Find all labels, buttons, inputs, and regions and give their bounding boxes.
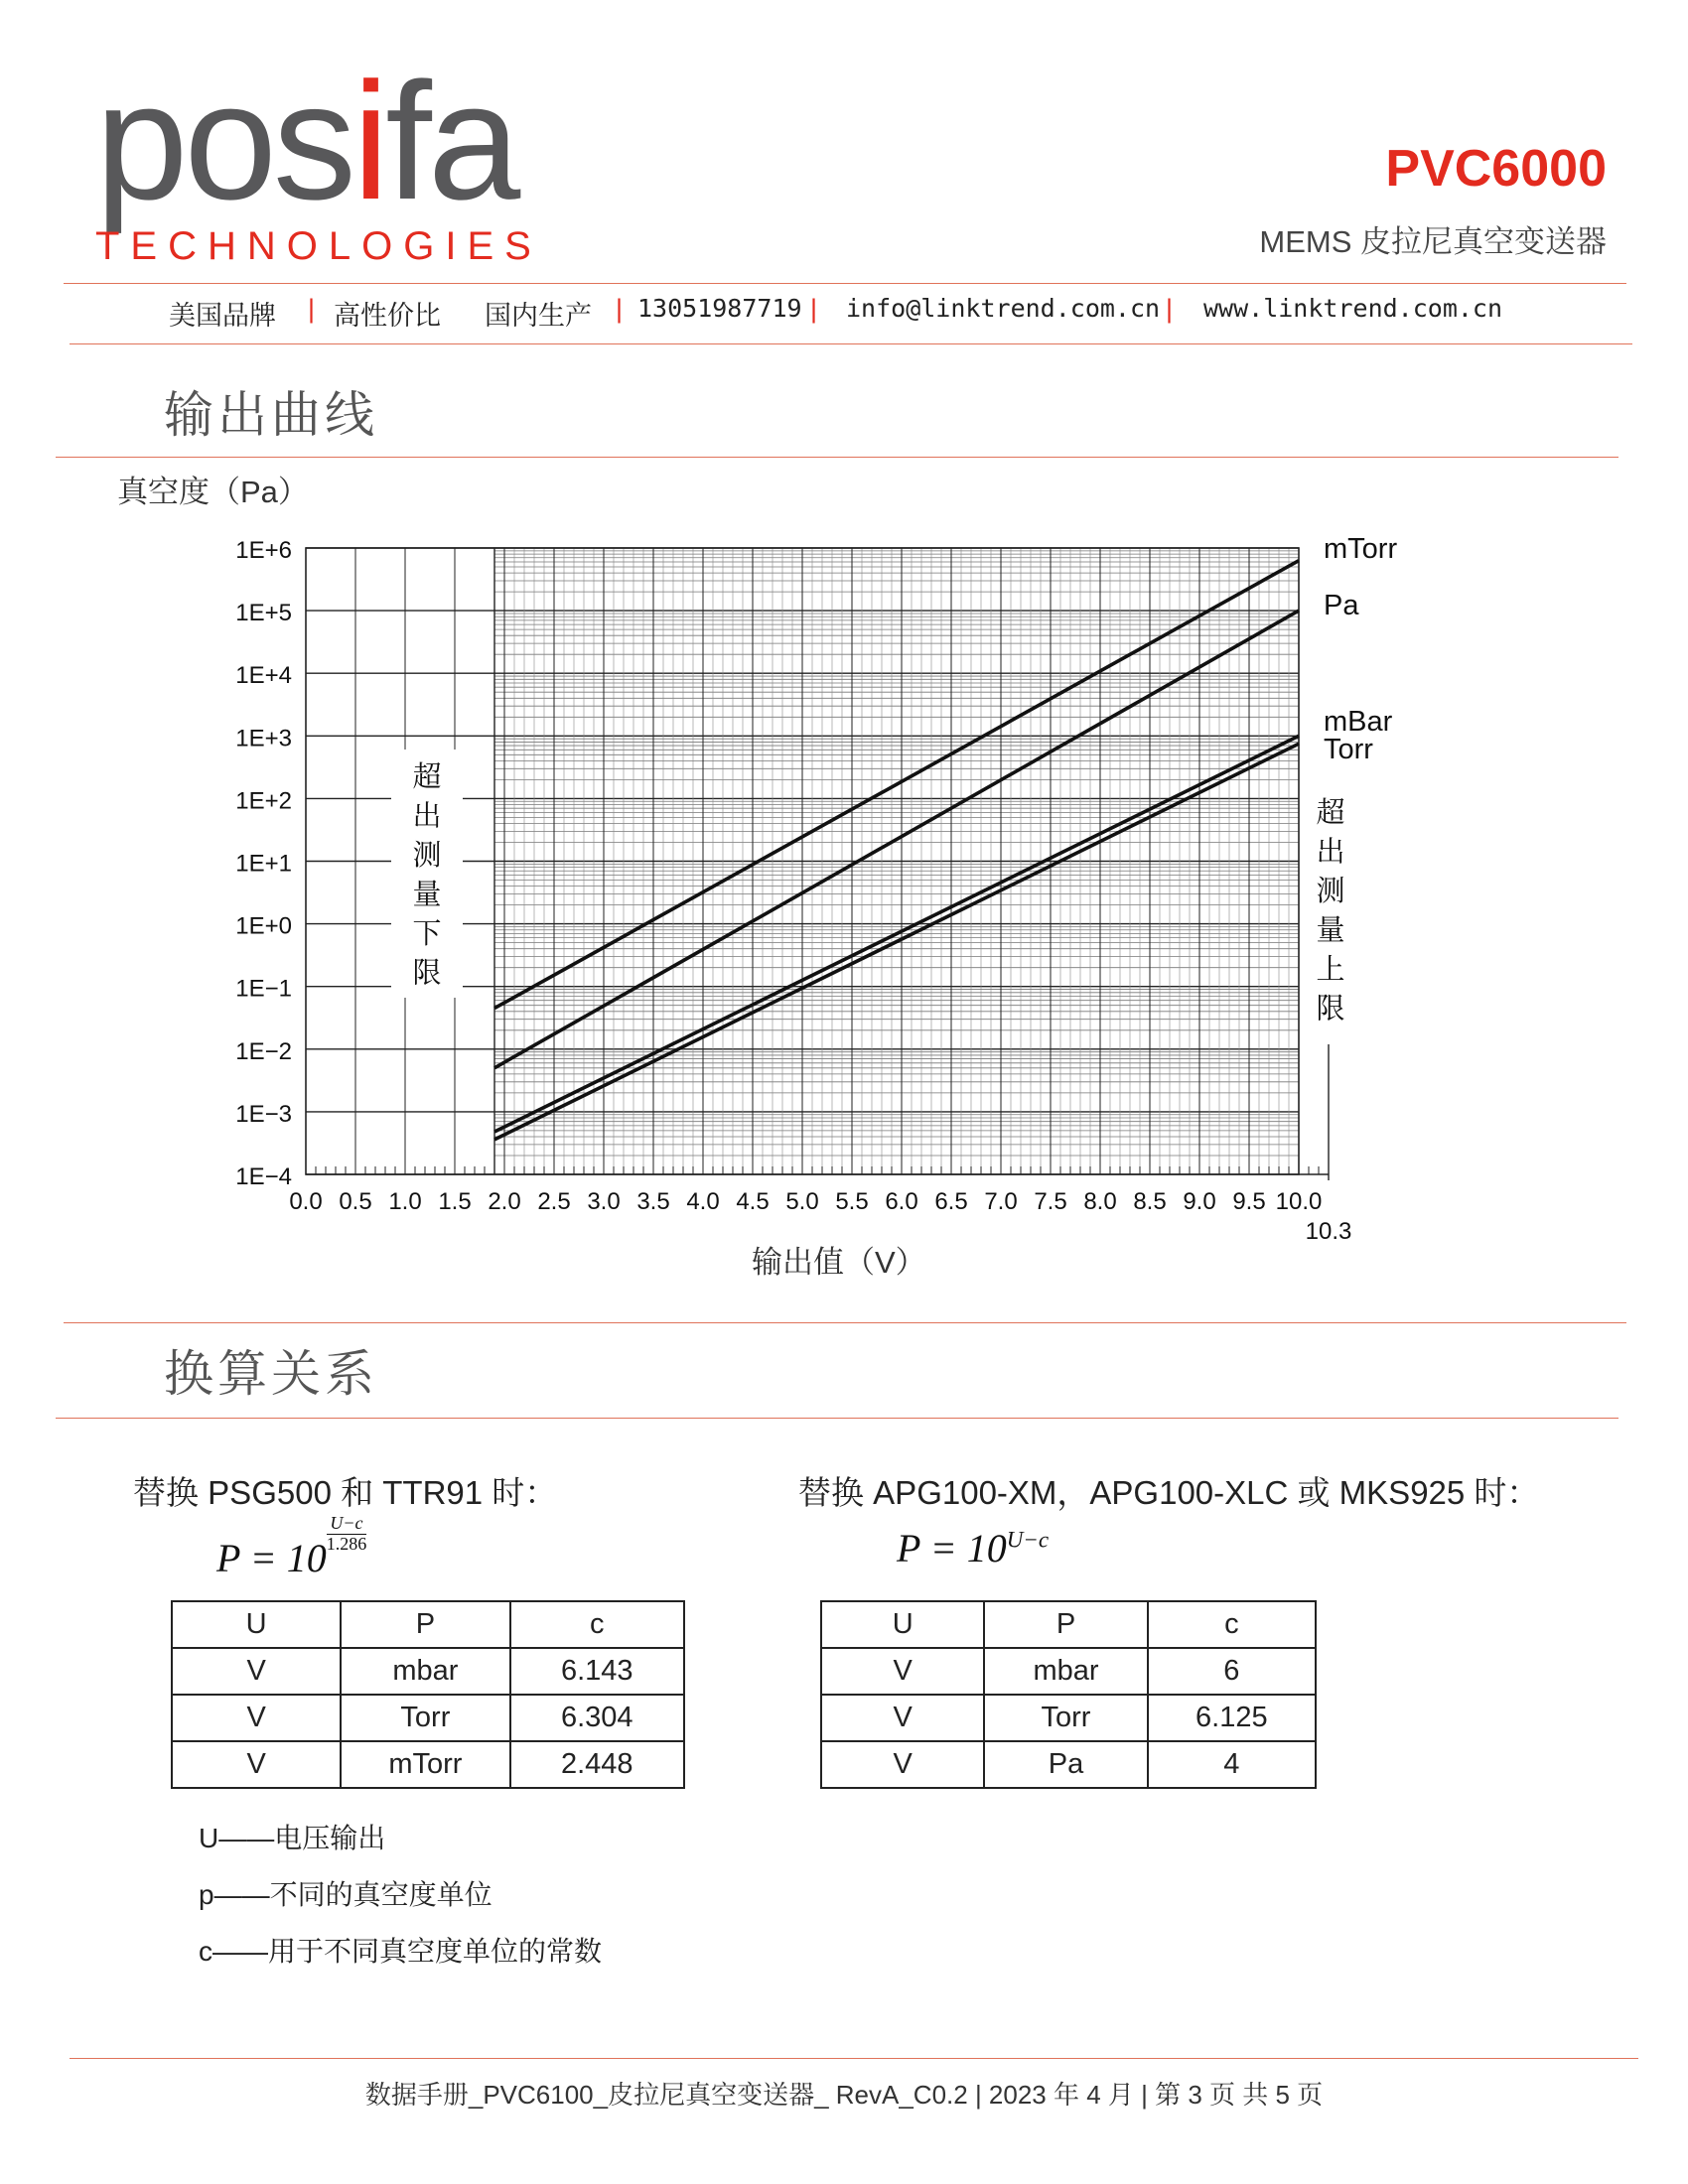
table-cell: mbar <box>984 1648 1147 1695</box>
table-header-cell: P <box>341 1601 509 1648</box>
contact-value: 高性价比 <box>334 301 441 331</box>
product-name: PVC6000 <box>1385 140 1607 198</box>
x-tick-label: 9.0 <box>1183 1188 1216 1215</box>
legend-p: p——不同的真空度单位 <box>199 1879 492 1910</box>
annotation-upper-limit-char: 超 <box>1316 795 1345 829</box>
x-tick-label: 6.5 <box>934 1188 968 1215</box>
annotation-upper-limit-char: 出 <box>1316 834 1345 869</box>
x-tick-label: 8.5 <box>1133 1188 1167 1215</box>
table-cell: Torr <box>341 1695 509 1741</box>
page-footer: 数据手册_PVC6100_皮拉尼真空变送器_ RevA_C0.2 | 2023 年 4 月 | 第 3 页 共 5 页 <box>364 2080 1324 2110</box>
annotation-lower-limit-char: 限 <box>412 955 442 990</box>
table-cell: mbar <box>341 1648 509 1695</box>
annotation-lower-limit-char: 出 <box>412 798 442 833</box>
y-tick-label: 1E+2 <box>235 787 292 815</box>
table-row <box>172 1695 684 1741</box>
x-tick-label: 10.0 <box>1275 1188 1323 1215</box>
y-tick-label: 1E+5 <box>235 600 292 627</box>
table-cell: 6.125 <box>1148 1695 1316 1741</box>
legend-c: c——用于不同真空度单位的常数 <box>199 1936 603 1967</box>
conv-left-table <box>171 1600 685 1789</box>
table-row <box>172 1648 684 1695</box>
footer-rule <box>70 2058 1638 2059</box>
table-cell: V <box>821 1741 984 1788</box>
section-rule <box>64 1322 1626 1323</box>
x-tick-label: 4.5 <box>736 1188 770 1215</box>
annotation-upper-limit-char: 上 <box>1316 952 1345 986</box>
conv-right-table <box>820 1600 1317 1789</box>
x-tick-label: 4.0 <box>686 1188 720 1215</box>
table-cell: 6.143 <box>510 1648 684 1695</box>
table-header-cell: c <box>1148 1601 1316 1648</box>
annotation-upper-limit-char: 测 <box>1316 874 1345 907</box>
x-tick-label: 1.5 <box>438 1188 472 1215</box>
conv-right-formula: $P = 10^{U-c}$ <box>897 1526 1050 1570</box>
x-tick-label: 2.5 <box>537 1188 571 1215</box>
x-tick-label: 6.0 <box>885 1188 918 1215</box>
table-row <box>821 1648 1316 1695</box>
annotation-lower-limit-char: 下 <box>412 916 442 950</box>
legend-u: U——电压输出 <box>199 1823 386 1853</box>
contact-website[interactable]: www.linktrend.com.cn <box>1203 294 1503 323</box>
table-row <box>821 1695 1316 1741</box>
x-tick-label: 5.0 <box>785 1188 819 1215</box>
formula-exponent-fraction: $\frac{U-c}{1.286}$ <box>326 1513 367 1554</box>
chart-y-caption: 真空度（Pa） <box>117 475 309 509</box>
logo-subtitle: TECHNOLOGIES <box>95 224 542 268</box>
x-tick-label-extra: 10.3 <box>1305 1218 1352 1245</box>
y-tick-label: 1E−2 <box>235 1037 292 1065</box>
table-cell: Pa <box>984 1741 1147 1788</box>
section-rule <box>56 1418 1618 1419</box>
table-cell: V <box>172 1648 341 1695</box>
contact-made: 国内生产 <box>485 301 592 331</box>
section-title-conversion: 换算关系 <box>164 1345 378 1403</box>
table-header-row <box>821 1601 1316 1648</box>
table-cell: Torr <box>984 1695 1147 1741</box>
contact-phone[interactable]: 13051987719 <box>637 294 802 323</box>
y-tick-label: 1E+6 <box>235 537 292 564</box>
annotation-upper-limit-char: 限 <box>1316 991 1345 1025</box>
y-tick-label: 1E+4 <box>235 662 292 690</box>
contact-separator: | <box>308 294 316 324</box>
table-header-cell: c <box>510 1601 684 1648</box>
table-header-cell: P <box>984 1601 1147 1648</box>
table-cell: V <box>821 1695 984 1741</box>
x-tick-label: 5.5 <box>835 1188 869 1215</box>
x-tick-label: 1.0 <box>388 1188 422 1215</box>
contact-email[interactable]: info@linktrend.com.cn <box>846 294 1161 323</box>
annotation-lower-limit-char: 量 <box>412 877 442 911</box>
annotation-lower-limit-char: 超 <box>412 759 442 793</box>
contact-separator: | <box>1166 294 1174 324</box>
table-cell: V <box>821 1648 984 1695</box>
conv-left-label: 替换 PSG500 和 TTR91 时： <box>133 1474 558 1511</box>
annotation-upper-limit-char: 量 <box>1316 912 1345 947</box>
x-tick-label: 0.5 <box>339 1188 372 1215</box>
table-cell: mTorr <box>341 1741 509 1788</box>
section-title-output-curve: 输出曲线 <box>164 386 378 444</box>
logo-wordmark: posifa <box>95 48 517 234</box>
y-tick-label: 1E+3 <box>235 725 292 752</box>
table-row <box>172 1741 684 1788</box>
table-header-cell: U <box>821 1601 984 1648</box>
series-label: Pa <box>1324 590 1359 621</box>
conv-right-label: 替换 APG100-XM，APG100-XLC 或 MKS925 时： <box>798 1474 1540 1511</box>
chart-x-caption: 输出值（V） <box>752 1245 926 1280</box>
x-tick-label: 9.5 <box>1232 1188 1266 1215</box>
series-label: mBar <box>1324 706 1393 738</box>
contact-separator: | <box>616 294 624 324</box>
contact-separator: | <box>810 294 818 324</box>
x-tick-label: 2.0 <box>488 1188 521 1215</box>
table-header-row <box>172 1601 684 1648</box>
table-cell: 6.304 <box>510 1695 684 1741</box>
table-cell: 4 <box>1148 1741 1316 1788</box>
x-tick-label: 0.0 <box>289 1188 323 1215</box>
series-label: mTorr <box>1324 533 1398 565</box>
y-tick-label: 1E+1 <box>235 850 292 878</box>
table-cell: V <box>172 1741 341 1788</box>
table-cell: V <box>172 1695 341 1741</box>
x-tick-label: 7.5 <box>1034 1188 1067 1215</box>
x-tick-label: 3.0 <box>587 1188 621 1215</box>
table-row <box>821 1741 1316 1788</box>
y-tick-label: 1E−1 <box>235 975 292 1003</box>
conv-left-formula: P = 10 $\frac{U-c}{1.286}$ <box>216 1513 367 1580</box>
x-tick-label: 8.0 <box>1083 1188 1117 1215</box>
x-tick-label: 7.0 <box>984 1188 1018 1215</box>
y-tick-label: 1E+0 <box>235 912 292 940</box>
table-header-cell: U <box>172 1601 341 1648</box>
annotation-lower-limit-char: 测 <box>412 838 442 872</box>
table-cell: 2.448 <box>510 1741 684 1788</box>
product-subtitle: MEMS 皮拉尼真空变送器 <box>1259 224 1607 259</box>
x-tick-label: 3.5 <box>636 1188 670 1215</box>
table-cell: 6 <box>1148 1648 1316 1695</box>
y-tick-label: 1E−3 <box>235 1100 292 1128</box>
y-tick-label: 1E−4 <box>235 1163 292 1190</box>
contact-brand: 美国品牌 <box>169 301 276 331</box>
series-label: Torr <box>1324 734 1373 765</box>
